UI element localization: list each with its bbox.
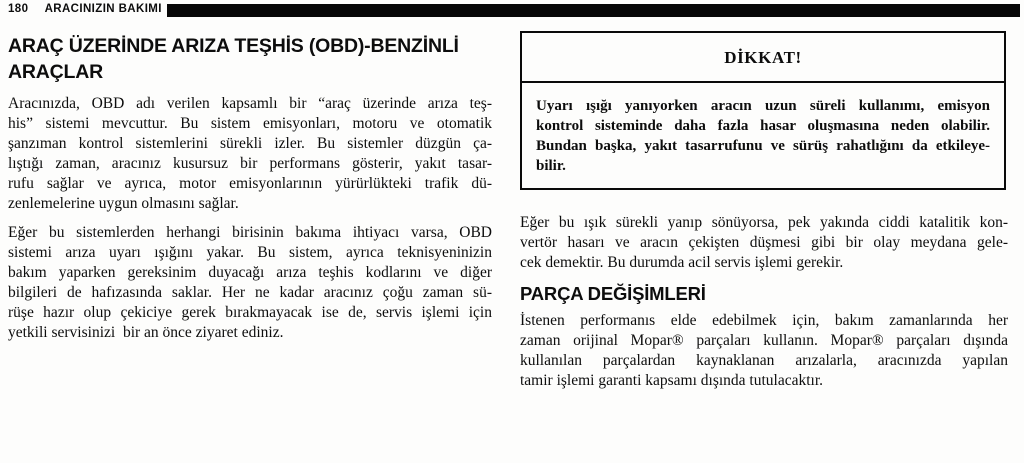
paragraph-mopar-parts	[520, 311, 1008, 391]
text-line: bilir.	[536, 158, 566, 174]
paragraph-obd-warning-light	[8, 223, 492, 343]
text-line: his” sistemi mevcuttur. Bu sistem emisyonları, motoru ve otomatik	[8, 115, 492, 132]
caution-box	[520, 31, 1006, 190]
section-title: ARACINIZIN BAKIMI	[44, 3, 162, 15]
text-line: İstenen performanıs elde edebilmek için, bakım zamanlarında her	[520, 312, 1008, 329]
text-line: rufu sağlar ve ayrıca, motor emisyonlarının yürürlükteki trafik dü-	[8, 175, 492, 192]
text-line: tamir işlemi garanti kapsamı dışında tutulacaktır.	[520, 372, 824, 389]
text-line: zenlemelerine uygun olmasını sağlar.	[8, 195, 239, 212]
text-line: Uyarı ışığı yanıyorken aracın uzun süreli kullanımı, emisyon	[536, 98, 990, 114]
text-line: zaman orijinal Mopar® parçaları kullanın. Mopar® parçaları dışında	[520, 332, 1008, 349]
heading-parts-replacement: PARÇA DEĞİŞİMLERİ	[520, 283, 706, 304]
left-column	[8, 33, 492, 352]
text-line: cek demektir. Bu durumda acil servis işlemi gerekir.	[520, 254, 844, 271]
text-line: yetkili servisinizi bir an önce ziyaret ediniz.	[8, 324, 284, 341]
text-line: ARAÇ ÜZERİNDE ARIZA TEŞHİS (OBD)-BENZİNLİ	[8, 35, 459, 57]
text-line: ARAÇLAR	[8, 61, 104, 83]
text-line: bakım yaparken gereksinim duyacağı arıza teşhis kodlarını ve diğer	[8, 264, 492, 281]
text-line: Eğer bu ışık sürekli yanıp sönüyorsa, pek yakında ciddi katalitik kon-	[520, 214, 1008, 231]
paragraph-obd-intro	[8, 94, 492, 214]
text-line: kullanılan parçalardan kaynaklanan arızalarla, aracınızda yapılan	[520, 352, 1008, 369]
text-line: rüşe hazır olup çekiciye gerek bırakmayacak ise de, servis işlemi için	[8, 304, 492, 321]
paragraph-catalytic-warning	[520, 213, 1008, 273]
page-number: 180	[8, 3, 29, 15]
caution-box-body	[522, 83, 1004, 188]
heading-obd	[8, 33, 492, 85]
text-line: kontrol sisteminde daha fazla hasar oluşmasına neden olabilir.	[536, 118, 990, 134]
header-bar	[167, 4, 1020, 17]
right-column	[520, 31, 1008, 400]
page-header	[8, 3, 162, 15]
text-line: Eğer bu sistemlerden herhangi birisinin bakıma ihtiyacı varsa, OBD	[8, 224, 492, 241]
text-line: Aracınızda, OBD adı verilen kapsamlı bir “araç üzerinde arıza teş-	[8, 95, 492, 112]
text-line: Bundan başka, yakıt tasarrufunu ve sürüş rahatlığını da etkileye-	[536, 138, 990, 154]
text-line: sistemi arıza uyarı ışığını yakar. Bu sistem, ayrıca teknisyeninizin	[8, 244, 492, 261]
text-line: vertör hasarı ve aracın çekişten düşmesi gibi bir olay meydana gele-	[520, 234, 1008, 251]
caution-box-title: DİKKAT!	[522, 33, 1004, 83]
text-line: şanzıman kontrol sistemlerini sürekli izler. Bu sistemler düzgün ça-	[8, 135, 492, 152]
text-line: bilgileri de hafızasında saklar. Her ne kadar aracınız çoğu zaman sü-	[8, 284, 492, 301]
text-line: lıştığı zaman, aracınız kusursuz bir performans gösterir, yakıt tasar-	[8, 155, 492, 172]
